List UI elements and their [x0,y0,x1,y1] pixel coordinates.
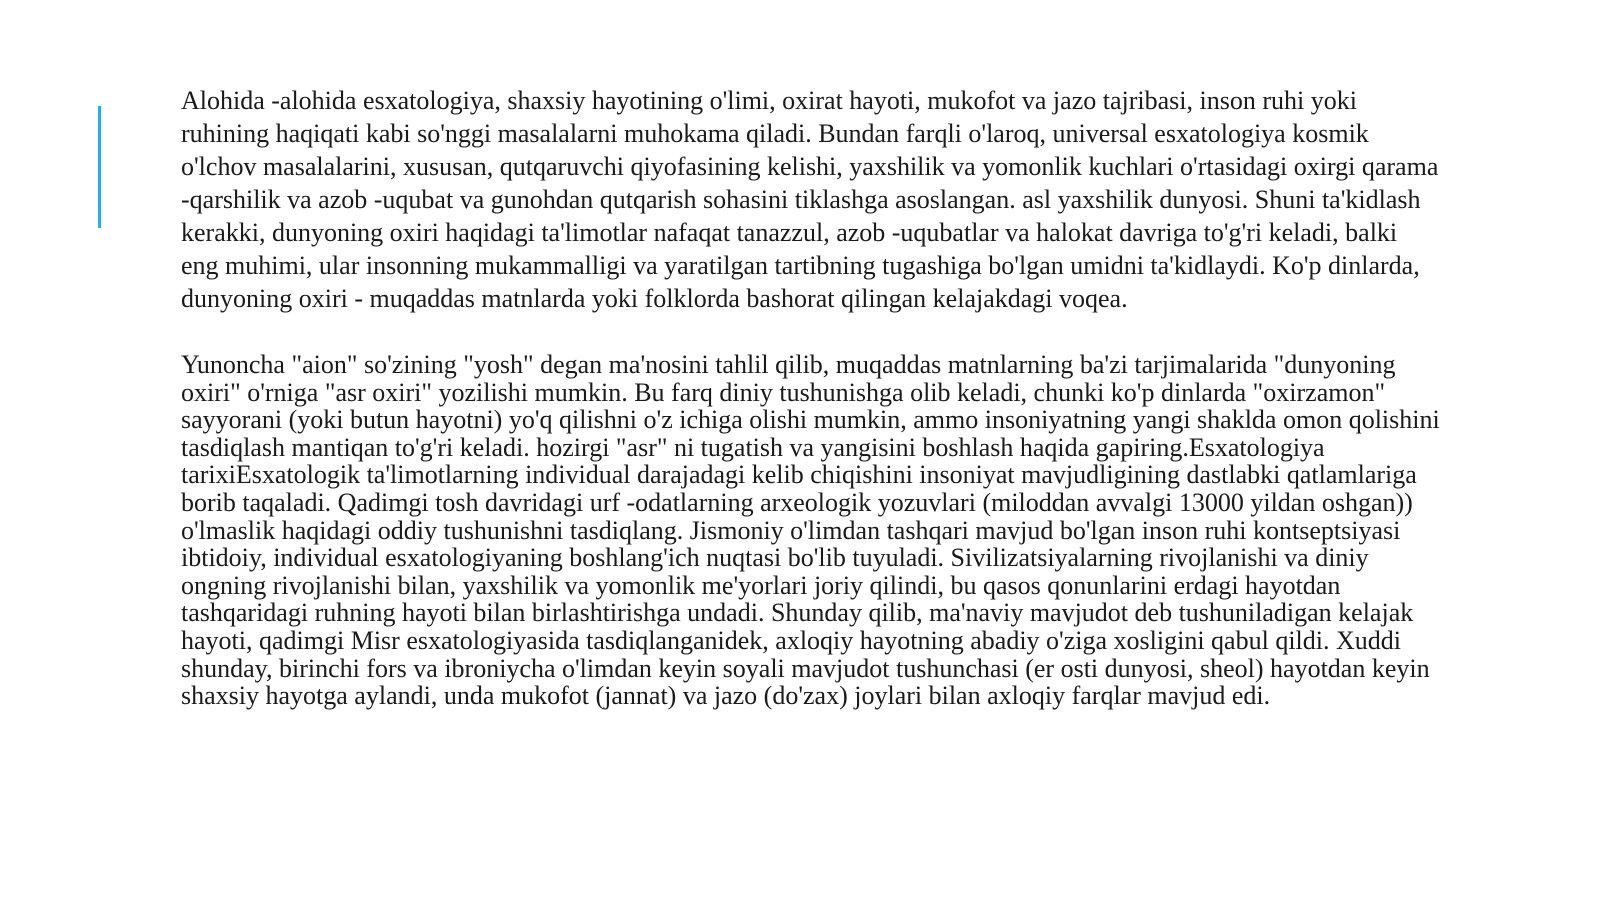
paragraph-1: Alohida -alohida esxatologiya, shaxsiy hayotining o'limi, oxirat hayoti, mukofot va jazo tajribasi, inson ruhi yoki ruhining haqiqati kabi so'nggi masalalarni muhokama qiladi. Bundan farqli o'laroq, universal esxatologiya kosmik o'lchov masalalarini, xususan, qutqaruvchi qiyofasining kelishi, yaxshilik va yomonlik kuchlari o'rtasidagi oxirgi qarama -qarshilik va azob -uqubat va gunohdan qutqarish sohasini tiklashga asoslangan. asl yaxshilik dunyosi. Shuni ta'kidlash kerakki, dunyoning oxiri haqidagi ta'limotlar nafaqat tanazzul, azob -uqubatlar va halokat davriga to'g'ri keladi, balki eng muhimi, ular insonning mukammalligi va yaratilgan tartibning tugashiga bo'lgan umidni ta'kidlaydi. Ko'p dinlarda, dunyoning oxiri - muqaddas matnlarda yoki folklorda bashorat qilingan kelajakdagi voqea. [181,86,1439,313]
accent-bar [98,106,101,228]
slide-body [181,84,1441,710]
paragraph-2: Yunoncha "aion" so'zining "yosh" degan ma'nosini tahlil qilib, muqaddas matnlarning ba'zi tarjimalarida "dunyoning oxiri" o'rniga "asr oxiri" yozilishi mumkin. Bu farq diniy tushunishga olib keladi, chunki ko'p dinlarda "oxirzamon" sayyorani (yoki butun hayotni) yo'q qilishni o'z ichiga olishi mumkin, ammo insoniyatning yangi shaklda omon qolishini tasdiqlash mantiqan to'g'ri keladi. hozirgi "asr" ni tugatish va yangisini boshlash haqida gapiring.Esxatologiya tarixiEsxatologik ta'limotlarning individual darajadagi kelib chiqishini insoniyat mavjudligining dastlabki qatlamlariga borib taqaladi. Qadimgi tosh davridagi urf -odatlarning arxeologik yozuvlari (miloddan avvalgi 13000 yildan oshgan)) o'lmaslik haqidagi oddiy tushunishni tasdiqlang. Jismoniy o'limdan tashqari mavjud bo'lgan inson ruhi kontseptsiyasi ibtidoiy, individual esxatologiyaning boshlang'ich nuqtasi bo'lib tuyuladi. Sivilizatsiyalarning rivojlanishi va diniy ongning rivojlanishi bilan, yaxshilik va yomonlik me'yorlari joriy qilindi, bu qasos qonunlarini erdagi hayotdan tashqaridagi ruhning hayoti bilan birlashtirishga undadi. Shunday qilib, ma'naviy mavjudot deb tushuniladigan kelajak hayoti, qadimgi Misr esxatologiyasida tasdiqlanganidek, axloqiy hayotning abadiy o'ziga xosligini qabul qildi. Xuddi shunday, birinchi fors va ibroniycha o'limdan keyin soyali mavjudot tushunchasi (er osti dunyosi, sheol) hayotdan keyin shaxsiy hayotga aylandi, unda mukofot (jannat) va jazo (do'zax) joylari bilan axloqiy farqlar mavjud edi. [181,350,1440,711]
